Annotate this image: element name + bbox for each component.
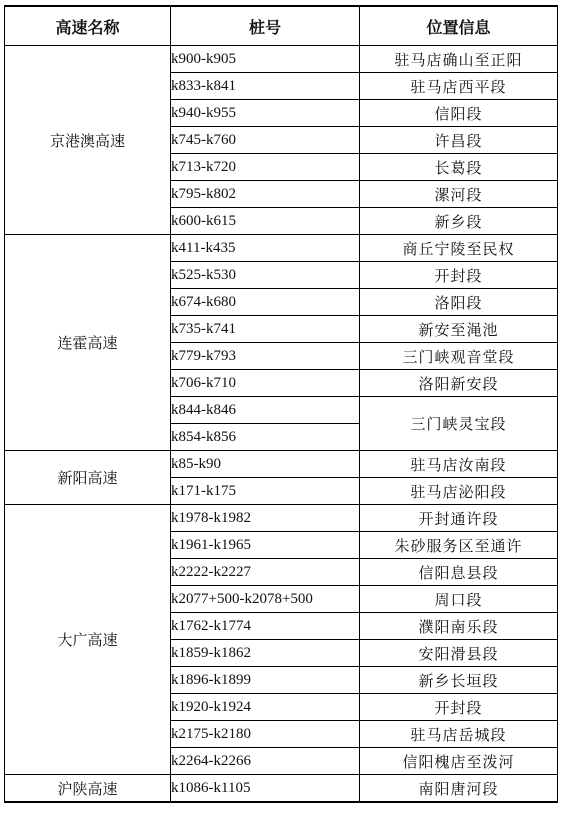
stake-number-cell: k171-k175 xyxy=(171,478,360,505)
stake-number-cell: k1086-k1105 xyxy=(171,775,360,803)
highway-closure-table xyxy=(4,5,558,803)
location-info-cell: 驻马店确山至正阳 xyxy=(360,46,558,73)
highway-name-cell: 大广高速 xyxy=(5,505,171,775)
highway-name-cell: 京港澳高速 xyxy=(5,46,171,235)
highway-name-cell: 沪陕高速 xyxy=(5,775,171,803)
stake-number-cell: k854-k856 xyxy=(171,424,360,451)
stake-number-cell: k745-k760 xyxy=(171,127,360,154)
location-info-cell: 周口段 xyxy=(360,586,558,613)
table-body xyxy=(5,46,558,803)
location-info-cell: 洛阳新安段 xyxy=(360,370,558,397)
stake-number-cell: k2264-k2266 xyxy=(171,748,360,775)
stake-number-cell: k1920-k1924 xyxy=(171,694,360,721)
location-info-cell: 漯河段 xyxy=(360,181,558,208)
stake-number-cell: k1961-k1965 xyxy=(171,532,360,559)
location-info-cell: 驻马店泌阳段 xyxy=(360,478,558,505)
highway-name-cell: 连霍高速 xyxy=(5,235,171,451)
location-info-cell: 洛阳段 xyxy=(360,289,558,316)
stake-number-cell: k2077+500-k2078+500 xyxy=(171,586,360,613)
stake-number-cell: k735-k741 xyxy=(171,316,360,343)
stake-number-cell: k1896-k1899 xyxy=(171,667,360,694)
table-row xyxy=(5,46,558,73)
stake-number-cell: k706-k710 xyxy=(171,370,360,397)
header-stake-number: 桩号 xyxy=(171,6,360,46)
stake-number-cell: k795-k802 xyxy=(171,181,360,208)
stake-number-cell: k600-k615 xyxy=(171,208,360,235)
header-row xyxy=(5,6,558,46)
location-info-cell: 许昌段 xyxy=(360,127,558,154)
highway-name-cell: 新阳高速 xyxy=(5,451,171,505)
stake-number-cell: k940-k955 xyxy=(171,100,360,127)
location-info-cell: 长葛段 xyxy=(360,154,558,181)
location-info-cell: 朱砂服务区至通许 xyxy=(360,532,558,559)
stake-number-cell: k900-k905 xyxy=(171,46,360,73)
stake-number-cell: k2175-k2180 xyxy=(171,721,360,748)
location-info-cell: 安阳滑县段 xyxy=(360,640,558,667)
table-row xyxy=(5,235,558,262)
location-info-cell: 三门峡观音堂段 xyxy=(360,343,558,370)
stake-number-cell: k1859-k1862 xyxy=(171,640,360,667)
location-info-cell: 商丘宁陵至民权 xyxy=(360,235,558,262)
stake-number-cell: k833-k841 xyxy=(171,73,360,100)
location-info-cell: 开封段 xyxy=(360,694,558,721)
location-info-cell: 信阳槐店至泼河 xyxy=(360,748,558,775)
stake-number-cell: k2222-k2227 xyxy=(171,559,360,586)
table-row xyxy=(5,775,558,803)
stake-number-cell: k411-k435 xyxy=(171,235,360,262)
location-info-cell: 新乡段 xyxy=(360,208,558,235)
location-info-cell: 驻马店汝南段 xyxy=(360,451,558,478)
location-info-cell: 信阳段 xyxy=(360,100,558,127)
stake-number-cell: k85-k90 xyxy=(171,451,360,478)
location-info-cell: 南阳唐河段 xyxy=(360,775,558,803)
table-row xyxy=(5,451,558,478)
stake-number-cell: k674-k680 xyxy=(171,289,360,316)
stake-number-cell: k844-k846 xyxy=(171,397,360,424)
location-info-cell: 信阳息县段 xyxy=(360,559,558,586)
table-header xyxy=(5,6,558,46)
location-info-cell: 驻马店岳城段 xyxy=(360,721,558,748)
location-info-cell: 驻马店西平段 xyxy=(360,73,558,100)
location-info-cell: 开封通许段 xyxy=(360,505,558,532)
header-highway-name: 高速名称 xyxy=(5,6,171,46)
location-info-cell: 新安至渑池 xyxy=(360,316,558,343)
location-info-cell: 新乡长垣段 xyxy=(360,667,558,694)
header-location-info: 位置信息 xyxy=(360,6,558,46)
stake-number-cell: k713-k720 xyxy=(171,154,360,181)
stake-number-cell: k1978-k1982 xyxy=(171,505,360,532)
location-info-cell: 三门峡灵宝段 xyxy=(360,397,558,451)
location-info-cell: 濮阳南乐段 xyxy=(360,613,558,640)
stake-number-cell: k1762-k1774 xyxy=(171,613,360,640)
stake-number-cell: k779-k793 xyxy=(171,343,360,370)
stake-number-cell: k525-k530 xyxy=(171,262,360,289)
table-row xyxy=(5,505,558,532)
location-info-cell: 开封段 xyxy=(360,262,558,289)
